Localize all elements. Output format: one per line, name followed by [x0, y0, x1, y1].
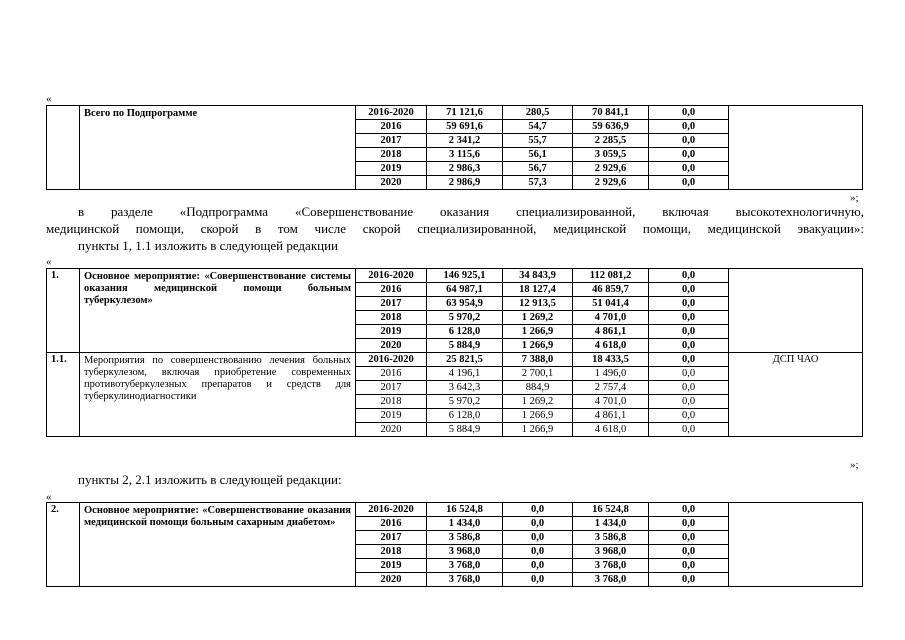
period-cell: 2016: [356, 120, 427, 134]
other-sources-cell: 0,0: [649, 148, 729, 162]
total-cell: 64 987,1: [427, 283, 503, 297]
regional-budget-cell: 4 701,0: [573, 395, 649, 409]
table-row: [47, 503, 863, 517]
total-cell: 71 121,6: [427, 106, 503, 120]
total-cell: 3 586,8: [427, 531, 503, 545]
period-cell: 2016: [356, 283, 427, 297]
district-budget-cell: 57,3: [503, 176, 573, 190]
other-sources-cell: 0,0: [649, 176, 729, 190]
other-sources-cell: 0,0: [649, 134, 729, 148]
total-cell: 6 128,0: [427, 325, 503, 339]
table-row: [47, 353, 863, 367]
total-cell: 1 434,0: [427, 517, 503, 531]
period-cell: 2019: [356, 325, 427, 339]
other-sources-cell: 0,0: [649, 423, 729, 437]
other-sources-cell: 0,0: [649, 531, 729, 545]
district-budget-cell: 0,0: [503, 503, 573, 517]
total-cell: 16 524,8: [427, 503, 503, 517]
table-row: [47, 106, 863, 120]
district-budget-cell: 0,0: [503, 517, 573, 531]
period-cell: 2020: [356, 573, 427, 587]
item-name: Мероприятия по совершенствованию лечения больных туберкулезом, включая приобретение современных противотуберкулезных препаратов и средств для туберкулинодиагностики: [80, 353, 356, 437]
total-cell: 146 925,1: [427, 269, 503, 283]
regional-budget-cell: 4 861,1: [573, 325, 649, 339]
total-cell: 2 341,2: [427, 134, 503, 148]
other-sources-cell: 0,0: [649, 545, 729, 559]
period-cell: 2020: [356, 423, 427, 437]
total-cell: 5 884,9: [427, 423, 503, 437]
item-number: [47, 106, 80, 190]
period-cell: 2019: [356, 559, 427, 573]
section-paragraph-line3: пункты 1, 1.1 изложить в следующей редакции: [78, 238, 339, 253]
executor-cell: [729, 503, 863, 587]
total-cell: 5 970,2: [427, 395, 503, 409]
district-budget-cell: 1 266,9: [503, 339, 573, 353]
other-sources-cell: 0,0: [649, 162, 729, 176]
period-cell: 2018: [356, 545, 427, 559]
item-number: 1.: [47, 269, 80, 353]
district-budget-cell: 1 269,2: [503, 395, 573, 409]
district-budget-cell: 56,1: [503, 148, 573, 162]
district-budget-cell: 1 266,9: [503, 409, 573, 423]
period-cell: 2017: [356, 297, 427, 311]
other-sources-cell: 0,0: [649, 283, 729, 297]
other-sources-cell: 0,0: [649, 409, 729, 423]
regional-budget-cell: 16 524,8: [573, 503, 649, 517]
period-cell: 2016: [356, 517, 427, 531]
item-name: Всего по Подпрограмме: [80, 106, 356, 190]
executor-cell: [729, 269, 863, 353]
item-number: 1.1.: [47, 353, 80, 437]
district-budget-cell: 55,7: [503, 134, 573, 148]
period-cell: 2020: [356, 339, 427, 353]
total-cell: 3 115,6: [427, 148, 503, 162]
regional-budget-cell: 59 636,9: [573, 120, 649, 134]
section-paragraph-line2: медицинской помощи, скорой в том числе скорой специализированной, медицинской помощи, медицинской эвакуации»:: [46, 221, 864, 236]
other-sources-cell: 0,0: [649, 353, 729, 367]
diabetes-measures-table: [46, 502, 863, 587]
other-sources-cell: 0,0: [649, 381, 729, 395]
period-cell: 2017: [356, 531, 427, 545]
regional-budget-cell: 70 841,1: [573, 106, 649, 120]
opening-quote: «: [46, 491, 52, 503]
other-sources-cell: 0,0: [649, 269, 729, 283]
opening-quote: «: [46, 93, 52, 105]
period-cell: 2016-2020: [356, 353, 427, 367]
district-budget-cell: 1 266,9: [503, 325, 573, 339]
total-cell: 4 196,1: [427, 367, 503, 381]
period-cell: 2019: [356, 162, 427, 176]
regional-budget-cell: 3 586,8: [573, 531, 649, 545]
period-cell: 2017: [356, 134, 427, 148]
regional-budget-cell: 112 081,2: [573, 269, 649, 283]
district-budget-cell: 56,7: [503, 162, 573, 176]
other-sources-cell: 0,0: [649, 559, 729, 573]
period-cell: 2020: [356, 176, 427, 190]
other-sources-cell: 0,0: [649, 503, 729, 517]
regional-budget-cell: 1 496,0: [573, 367, 649, 381]
district-budget-cell: 34 843,9: [503, 269, 573, 283]
district-budget-cell: 7 388,0: [503, 353, 573, 367]
district-budget-cell: 884,9: [503, 381, 573, 395]
regional-budget-cell: 2 757,4: [573, 381, 649, 395]
district-budget-cell: 1 266,9: [503, 423, 573, 437]
total-cell: 6 128,0: [427, 409, 503, 423]
period-cell: 2016-2020: [356, 269, 427, 283]
period-cell: 2019: [356, 409, 427, 423]
closing-quote: »;: [850, 459, 859, 471]
regional-budget-cell: 51 041,4: [573, 297, 649, 311]
other-sources-cell: 0,0: [649, 120, 729, 134]
closing-quote: »;: [850, 192, 859, 204]
item-name: Основное мероприятие: «Совершенствование оказания медицинской помощи больным сахарным диабетом»: [80, 503, 356, 587]
period-cell: 2016-2020: [356, 106, 427, 120]
regional-budget-cell: 3 968,0: [573, 545, 649, 559]
total-cell: 5 970,2: [427, 311, 503, 325]
district-budget-cell: 1 269,2: [503, 311, 573, 325]
district-budget-cell: 280,5: [503, 106, 573, 120]
section-paragraph-2: пункты 2, 2.1 изложить в следующей редакции:: [78, 472, 342, 487]
district-budget-cell: 0,0: [503, 559, 573, 573]
regional-budget-cell: 18 433,5: [573, 353, 649, 367]
total-cell: 3 768,0: [427, 573, 503, 587]
other-sources-cell: 0,0: [649, 297, 729, 311]
total-cell: 59 691,6: [427, 120, 503, 134]
total-cell: 2 986,9: [427, 176, 503, 190]
district-budget-cell: 0,0: [503, 545, 573, 559]
district-budget-cell: 54,7: [503, 120, 573, 134]
period-cell: 2018: [356, 148, 427, 162]
other-sources-cell: 0,0: [649, 395, 729, 409]
regional-budget-cell: 4 618,0: [573, 423, 649, 437]
regional-budget-cell: 46 859,7: [573, 283, 649, 297]
other-sources-cell: 0,0: [649, 106, 729, 120]
total-cell: 5 884,9: [427, 339, 503, 353]
opening-quote: «: [46, 256, 52, 268]
regional-budget-cell: 4 861,1: [573, 409, 649, 423]
other-sources-cell: 0,0: [649, 367, 729, 381]
other-sources-cell: 0,0: [649, 325, 729, 339]
period-cell: 2017: [356, 381, 427, 395]
table-row: [47, 269, 863, 283]
section-paragraph-line1: в разделе «Подпрограмма «Совершенствование оказания специализированной, включая высокотехнологичную,: [78, 204, 864, 219]
regional-budget-cell: 2 929,6: [573, 162, 649, 176]
regional-budget-cell: 3 768,0: [573, 559, 649, 573]
subprogram-total-table: [46, 105, 863, 190]
regional-budget-cell: 3 059,5: [573, 148, 649, 162]
other-sources-cell: 0,0: [649, 339, 729, 353]
period-cell: 2018: [356, 311, 427, 325]
regional-budget-cell: 4 618,0: [573, 339, 649, 353]
regional-budget-cell: 1 434,0: [573, 517, 649, 531]
item-number: 2.: [47, 503, 80, 587]
regional-budget-cell: 3 768,0: [573, 573, 649, 587]
regional-budget-cell: 2 285,5: [573, 134, 649, 148]
total-cell: 25 821,5: [427, 353, 503, 367]
district-budget-cell: 12 913,5: [503, 297, 573, 311]
period-cell: 2018: [356, 395, 427, 409]
period-cell: 2016: [356, 367, 427, 381]
other-sources-cell: 0,0: [649, 311, 729, 325]
total-cell: 3 968,0: [427, 545, 503, 559]
executor-cell: [729, 106, 863, 190]
district-budget-cell: 0,0: [503, 531, 573, 545]
total-cell: 3 642,3: [427, 381, 503, 395]
period-cell: 2016-2020: [356, 503, 427, 517]
executor-cell: ДСП ЧАО: [729, 353, 863, 437]
district-budget-cell: 0,0: [503, 573, 573, 587]
total-cell: 63 954,9: [427, 297, 503, 311]
regional-budget-cell: 2 929,6: [573, 176, 649, 190]
other-sources-cell: 0,0: [649, 517, 729, 531]
total-cell: 3 768,0: [427, 559, 503, 573]
total-cell: 2 986,3: [427, 162, 503, 176]
district-budget-cell: 2 700,1: [503, 367, 573, 381]
district-budget-cell: 18 127,4: [503, 283, 573, 297]
other-sources-cell: 0,0: [649, 573, 729, 587]
item-name: Основное мероприятие: «Совершенствование системы оказания медицинской помощи больным туберкулезом»: [80, 269, 356, 353]
regional-budget-cell: 4 701,0: [573, 311, 649, 325]
tuberculosis-measures-table: [46, 268, 863, 437]
